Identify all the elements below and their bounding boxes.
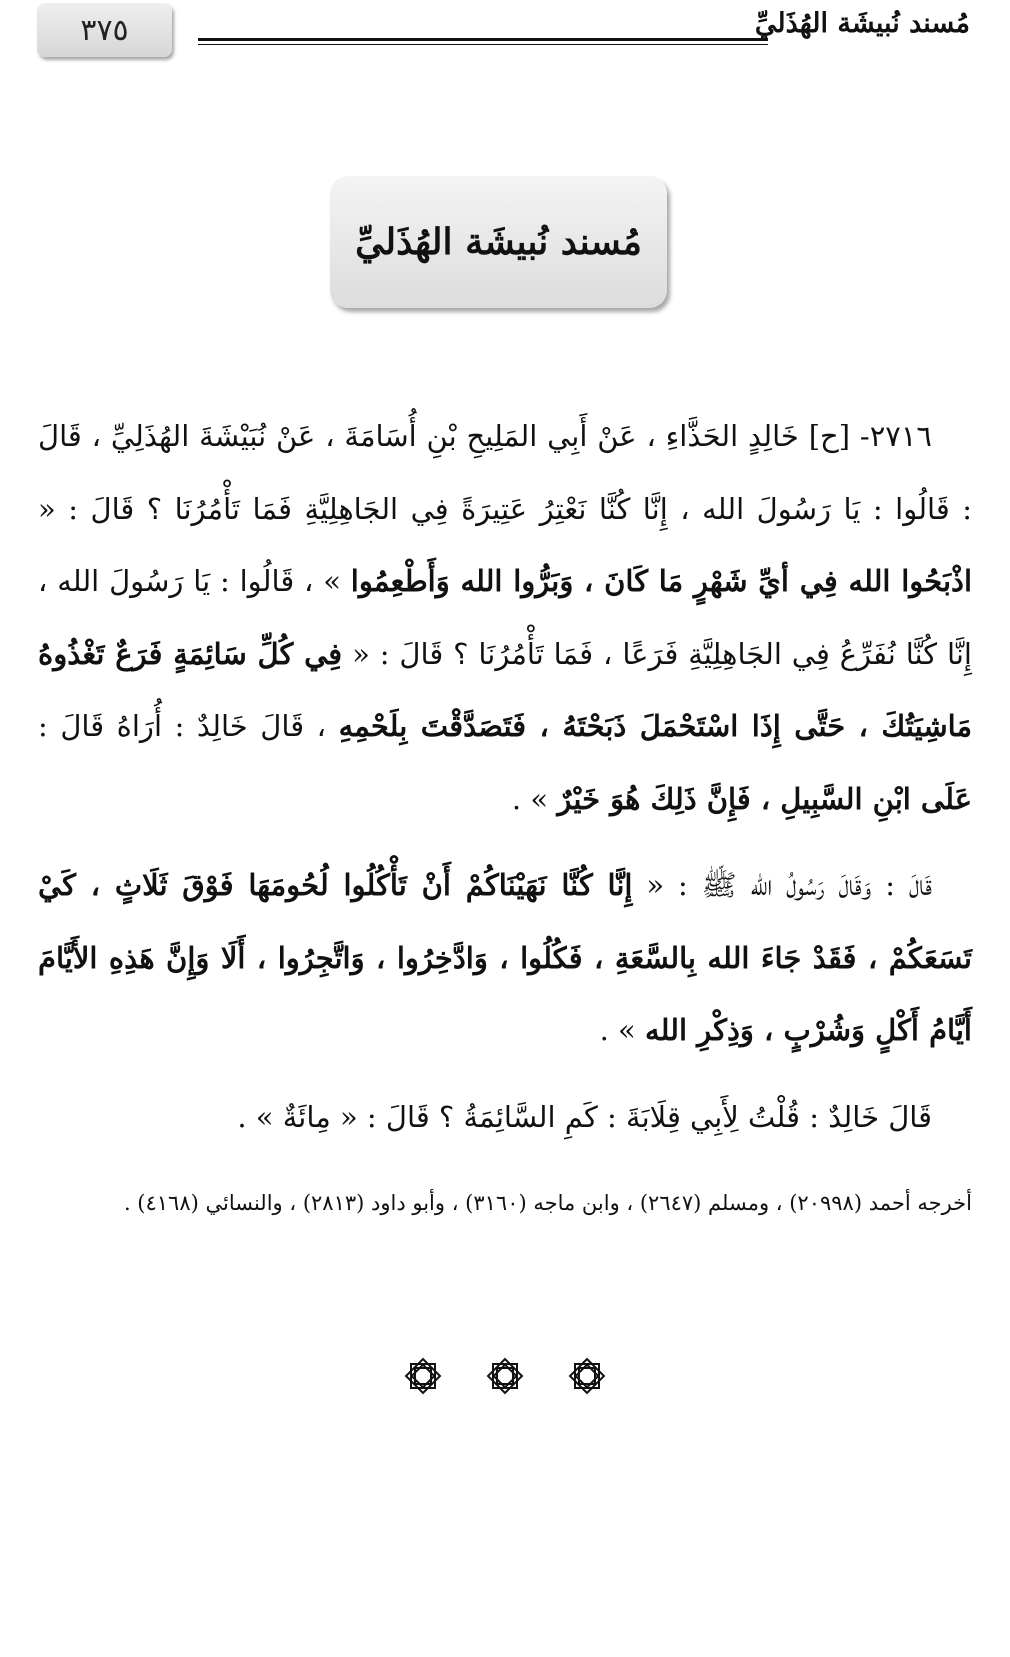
running-title: مُسند نُبيشَة الهُذَليِّ bbox=[754, 8, 970, 39]
text-segment: » . bbox=[511, 781, 558, 816]
page-header bbox=[0, 0, 1010, 70]
hadith-paragraph-1 bbox=[38, 400, 972, 835]
eight-point-star-icon bbox=[402, 1355, 444, 1397]
quote-segment: عَلَى ابْنِ السَّبِيلِ ، فَإِنَّ ذَلِكَ هُوَ خَيْرٌ bbox=[557, 781, 972, 816]
header-rule bbox=[198, 38, 768, 41]
quote-segment: اذْبَحُوا الله فِي أيِّ شَهْرٍ مَا كَانَ ، وَبَرُّوا الله وَأَطْعِمُوا bbox=[350, 564, 973, 598]
ornament-row bbox=[0, 1355, 1010, 1397]
hadith-paragraph-2 bbox=[38, 849, 972, 1067]
hadith-body bbox=[38, 400, 972, 1153]
section-title: مُسند نُبيشَة الهُذَليِّ bbox=[330, 176, 667, 308]
header-rule-thin bbox=[198, 44, 768, 45]
page-number: ٣٧٥ bbox=[37, 3, 172, 57]
footnote: أخرجه أحمد (٢٠٩٩٨) ، ومسلم (٢٦٤٧) ، وابن ماجه (٣١٦٠) ، وأبو داود (٢٨١٣) ، والنسائي (٤١٦٨) . bbox=[123, 1191, 972, 1215]
text-segment: ، قَالَ خَالِدٌ : أُرَاهُ قَالَ : bbox=[38, 709, 339, 743]
quote-segment: فِي كُلِّ سَائِمَةٍ فَرَعٌ تَغْذُوهُ مَاشِيَتُكَ ، حَتَّى إِذَا اسْتَحْمَلَ ذَبَحْتَهُ ، فَتَصَدَّقْتَ بِلَحْمِهِ bbox=[38, 636, 972, 743]
text-segment: ٢٧١٦- [ح] خَالِدٍ الحَذَّاءِ ، عَنْ أَبِي المَلِيحِ بْنِ أُسَامَةَ ، عَنْ نُبَيْشَةَ الهُذَلِيِّ ، قَالَ : قَالُوا : يَا رَسُولَ الله ، إِنَّا كُنَّا نَعْتِرُ عَتِيرَةً فِي الجَاهِلِيَّةِ فَمَا تَأْمُرُنَا ؟ قَالَ : « bbox=[38, 419, 972, 526]
quote-segment: إِنَّا كُنَّا نَهَيْنَاكُمْ أَنْ تَأْكُلُوا لُحُومَهَا فَوْقَ ثَلَاثٍ ، كَيْ تَسَعَكُمْ ، فَقَدْ جَاءَ الله بِالسَّعَةِ ، فَكُلُوا ، وَادَّخِرُوا ، وَاتَّجِرُوا ، أَلَا وَإِنَّ هَذِهِ الأَيَّامَ أَيَّامُ أَكْلٍ وَشُرْبٍ ، وَذِكْرِ الله bbox=[38, 868, 972, 1047]
eight-point-star-icon bbox=[484, 1355, 526, 1397]
hadith-paragraph-3: قَالَ خَالِدٌ : قُلْتُ لِأَبِي قِلَابَةَ : كَمِ السَّائِمَةُ ؟ قَالَ : « مِائَةٌ » . bbox=[237, 1099, 932, 1134]
eight-point-star-icon bbox=[566, 1355, 608, 1397]
text-segment: » . bbox=[599, 1013, 646, 1047]
text-segment: » ، قَالُوا : يَا رَسُولَ الله ، إِنَّا كُنَّا نُفَرِّعُ فِي الجَاهِلِيَّةِ فَرَعًا ، فَمَا تَأْمُرُنَا ؟ قَالَ : « bbox=[38, 564, 972, 671]
text-segment: قَالَ : وَقَالَ رَسُولُ الله ﷺ : « bbox=[632, 868, 932, 902]
